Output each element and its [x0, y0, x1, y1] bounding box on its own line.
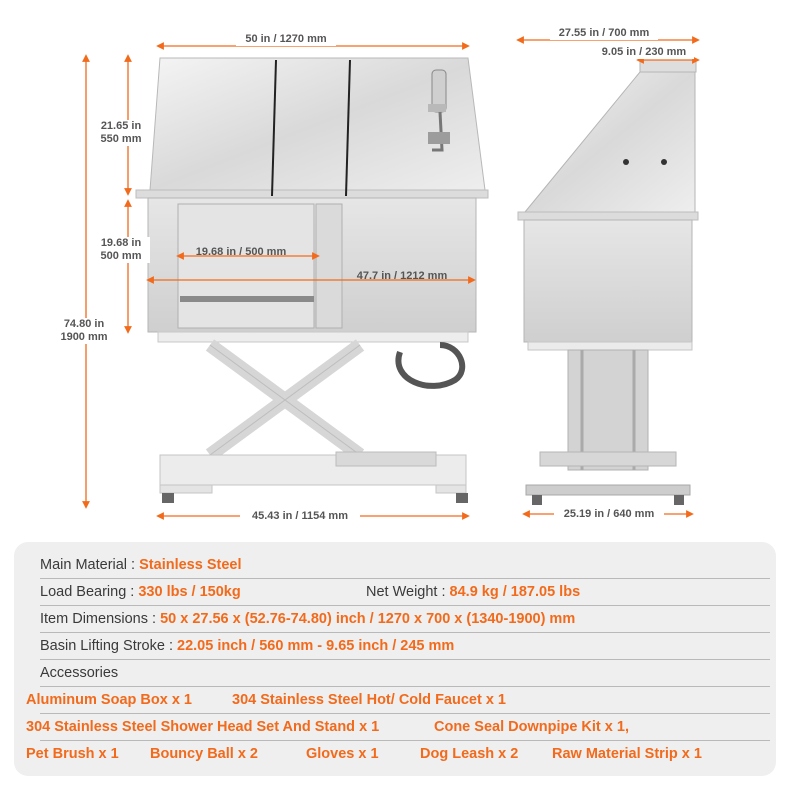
side-view-tub — [518, 60, 698, 342]
divider — [40, 605, 770, 606]
accessory-item: 304 Stainless Steel Hot/ Cold Faucet x 1 — [232, 692, 506, 708]
dim-basin-depth — [92, 120, 150, 146]
accessory-row-2 — [14, 718, 776, 736]
spec-net-weight-label: Net Weight : — [366, 584, 450, 600]
accessory-item: Aluminum Soap Box x 1 — [26, 692, 192, 708]
dim-total-height-mm: 1900 mm — [60, 331, 108, 343]
accessory-item: Cone Seal Downpipe Kit x 1, — [434, 719, 629, 735]
spec-lifting-stroke-label: Basin Lifting Stroke : — [40, 638, 178, 654]
spec-accessories-heading: Accessories — [40, 665, 119, 681]
spec-main-material — [40, 556, 241, 574]
dim-inner-length: 47.7 in / 1212 mm — [356, 270, 448, 282]
dim-front-width: 50 in / 1270 mm — [236, 33, 336, 46]
spec-item-dimensions — [40, 610, 575, 628]
dim-side-backsplash: 9.05 in / 230 mm — [594, 46, 694, 59]
accessory-item: Raw Material Strip x 1 — [552, 746, 702, 762]
dim-door-width: 19.68 in / 500 mm — [195, 246, 287, 258]
spec-lifting-stroke-value: 22.05 inch / 560 mm - 9.65 inch / 245 mm — [177, 638, 455, 654]
dim-base-width: 45.43 in / 1154 mm — [240, 510, 360, 523]
front-view-tub — [136, 58, 488, 332]
dim-side-base: 25.19 in / 640 mm — [554, 508, 664, 521]
divider — [40, 659, 770, 660]
spec-item-dimensions-label: Item Dimensions : — [40, 611, 161, 627]
dim-total-height — [52, 318, 116, 344]
dim-door-height — [92, 237, 150, 263]
accessory-item: Pet Brush x 1 — [26, 746, 119, 762]
divider — [40, 713, 770, 714]
spec-item-dimensions-value: 50 x 27.56 x (52.76-74.80) inch / 1270 x 700 x (1340-1900) mm — [160, 611, 576, 627]
accessory-item: Bouncy Ball x 2 — [150, 746, 258, 762]
dim-side-depth: 27.55 in / 700 mm — [550, 27, 658, 40]
accessory-item: 304 Stainless Steel Shower Head Set And Stand x 1 — [26, 719, 380, 735]
spec-net-weight-value: 84.9 kg / 187.05 lbs — [449, 584, 581, 600]
spec-main-material-value: Stainless Steel — [139, 557, 242, 573]
dim-basin-depth-in: 21.65 in — [100, 120, 142, 132]
dim-basin-depth-mm: 550 mm — [100, 133, 142, 145]
accessory-item: Dog Leash x 2 — [420, 746, 519, 762]
spec-lifting-stroke — [40, 637, 454, 655]
spec-load-bearing-label: Load Bearing : — [40, 584, 139, 600]
accessory-item: Gloves x 1 — [306, 746, 379, 762]
spec-panel — [14, 542, 776, 776]
spec-load-bearing — [40, 583, 241, 601]
accessory-row-1 — [14, 691, 776, 709]
divider — [40, 686, 770, 687]
divider — [40, 740, 770, 741]
spec-main-material-label: Main Material : — [40, 557, 140, 573]
divider — [40, 632, 770, 633]
side-view-lift — [526, 342, 692, 505]
dim-door-height-in: 19.68 in — [100, 237, 142, 249]
spec-load-bearing-value: 330 lbs / 150kg — [138, 584, 241, 600]
divider — [40, 578, 770, 579]
front-view-lift — [158, 332, 468, 503]
dim-total-height-in: 74.80 in — [63, 318, 105, 330]
accessory-row-3 — [14, 745, 776, 763]
spec-net-weight — [366, 583, 580, 601]
dim-door-height-mm: 500 mm — [100, 250, 142, 262]
